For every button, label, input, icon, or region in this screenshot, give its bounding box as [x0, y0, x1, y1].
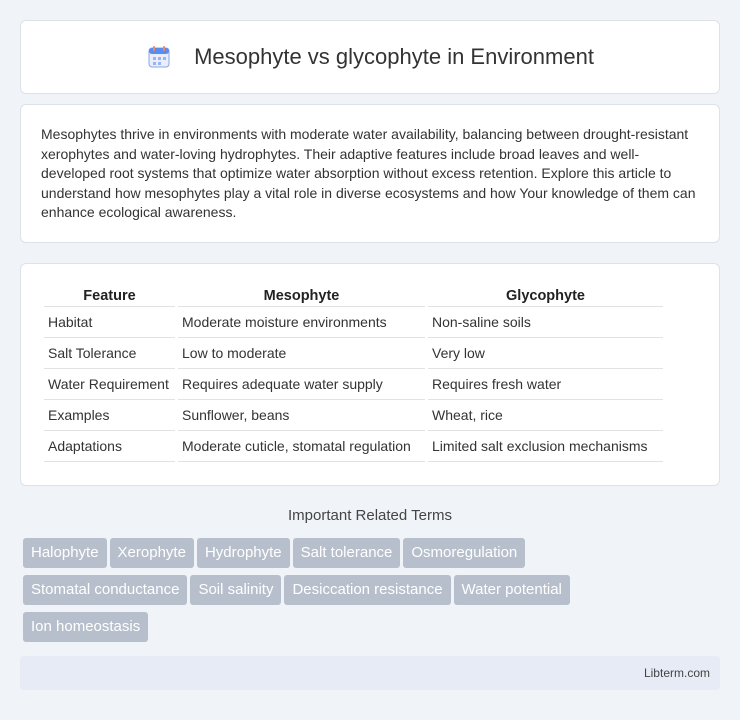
table-row: [44, 338, 663, 369]
page-title: Mesophyte vs glycophyte in Environment: [194, 44, 594, 69]
related-terms-list: [23, 538, 723, 649]
tag-ion-homeostasis[interactable]: Ion homeostasis: [23, 612, 148, 642]
tag-halophyte[interactable]: Halophyte: [23, 538, 107, 568]
header-glycophyte: Glycophyte: [428, 286, 663, 307]
table-cell: Examples: [44, 400, 175, 431]
footer-brand-link[interactable]: Libterm.com: [643, 666, 710, 680]
table-cell: Limited salt exclusion mechanisms: [428, 431, 663, 462]
table-cell: Requires adequate water supply: [178, 369, 425, 400]
table-row: [44, 431, 663, 462]
table-row: [44, 307, 663, 338]
tag-stomatal-conductance[interactable]: Stomatal conductance: [23, 575, 187, 605]
related-terms-title: Important Related Terms: [288, 507, 452, 524]
comparison-table: [41, 286, 666, 462]
table-cell: Wheat, rice: [428, 400, 663, 431]
tag-soil-salinity[interactable]: Soil salinity: [190, 575, 281, 605]
table-header-row: [44, 286, 663, 307]
table-cell: Sunflower, beans: [178, 400, 425, 431]
intro-card: [20, 104, 720, 243]
table-cell: Salt Tolerance: [44, 338, 175, 369]
calendar-icon: [146, 44, 172, 70]
table-row: [44, 400, 663, 431]
tag-desiccation-resistance[interactable]: Desiccation resistance: [284, 575, 450, 605]
table-cell: Very low: [428, 338, 663, 369]
table-cell: Adaptations: [44, 431, 175, 462]
table-cell: Non-saline soils: [428, 307, 663, 338]
comparison-table-card: [20, 263, 720, 486]
table-row: [44, 369, 663, 400]
header-card: [20, 20, 720, 94]
table-cell: Water Requirement: [44, 369, 175, 400]
tag-water-potential[interactable]: Water potential: [454, 575, 570, 605]
tag-xerophyte[interactable]: Xerophyte: [110, 538, 194, 568]
intro-text: Mesophytes thrive in environments with moderate water availability, balancing between drought-resistant xerophytes and water-loving hydrophytes. Their adaptive features include broad leaves and well-developed root systems that optimize water absorption without excess retention. Explore this article to understand how mesophytes play a vital role in diverse ecosystems and how Your knowledge of them can enhance ecological awareness.: [41, 126, 696, 220]
header-feature: Feature: [44, 286, 175, 307]
table-cell: Requires fresh water: [428, 369, 663, 400]
table-cell: Moderate moisture environments: [178, 307, 425, 338]
header-mesophyte: Mesophyte: [178, 286, 425, 307]
tag-salt-tolerance[interactable]: Salt tolerance: [293, 538, 401, 568]
footer: [20, 656, 720, 690]
tag-osmoregulation[interactable]: Osmoregulation: [403, 538, 525, 568]
table-cell: Low to moderate: [178, 338, 425, 369]
tag-hydrophyte[interactable]: Hydrophyte: [197, 538, 290, 568]
table-cell: Moderate cuticle, stomatal regulation: [178, 431, 425, 462]
table-cell: Habitat: [44, 307, 175, 338]
